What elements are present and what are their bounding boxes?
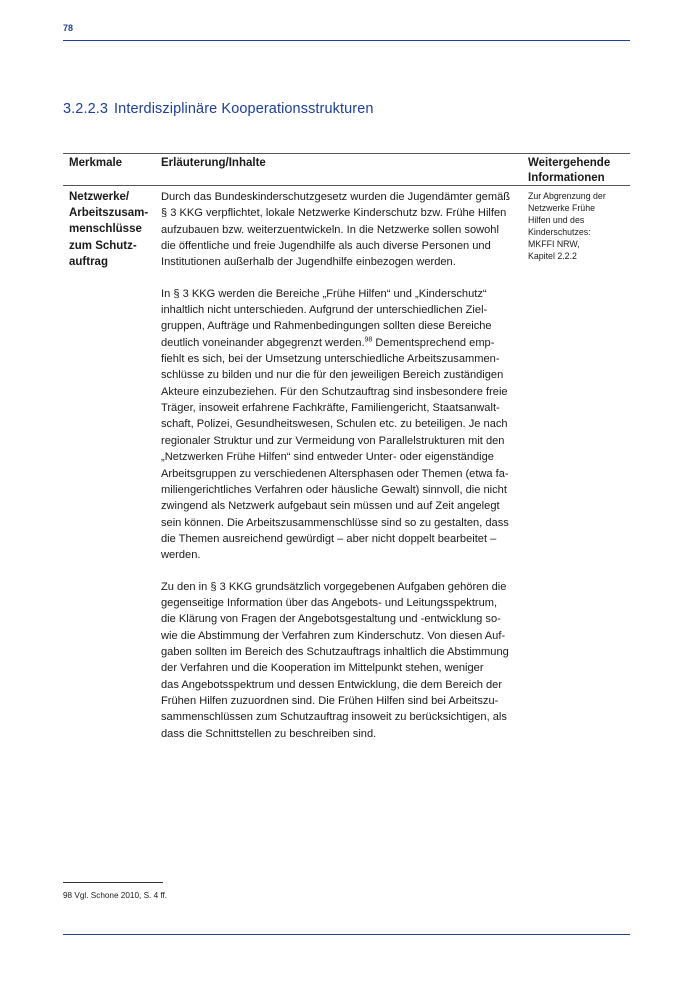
- text-line: Durch das Bundeskinderschutzgesetz wurden die Jugendämter gemäß: [161, 191, 511, 203]
- side-note-line: Hilfen und des: [528, 215, 585, 225]
- text-line: schlüsse zu bilden und nur die für den jeweiligen Bereich zuständigen: [161, 369, 504, 382]
- text-line: gruppen, Aufträge und Rahmenbedingungen sollten diese Bereiche: [161, 320, 492, 333]
- text-line: Frühen Hilfen zuzuordnen sind. Die Frühen Hilfen sind bei Arbeitszu-: [161, 694, 499, 707]
- text-line: In § 3 KKG werden die Bereiche „Frühe Hilfen“ und „Kinderschutz“: [161, 287, 487, 300]
- footnote-reference: 98: [364, 336, 373, 344]
- text-line: schaft, Polizei, Gesundheitswesen, Schulen etc. zu beteiligen. Je nach: [161, 418, 508, 431]
- column-header-erlaeuterung: Erläuterung/Inhalte: [161, 157, 266, 169]
- text-line: Zu den in § 3 KKG grundsätzlich vorgegebenen Aufgaben gehören die: [161, 580, 507, 593]
- merkmal-line: zum Schutz-: [69, 239, 137, 252]
- merkmal-line: auftrag: [69, 255, 108, 268]
- text-segment: Dementsprechend emp-: [372, 336, 495, 349]
- text-line: sammenschlüssen zum Schutzauftrag insoweit zu berücksichtigen, als: [161, 711, 507, 724]
- side-note-line: MKFFI NRW,: [528, 239, 580, 249]
- footnote: 98 Vgl. Schone 2010, S. 4 ff.: [63, 891, 168, 900]
- section-number: 3.2.2.3: [63, 101, 109, 117]
- text-line: „Netzwerken Frühe Hilfen“ sind entweder Unter- oder eigenständige: [161, 451, 494, 464]
- text-line: die öffentliche und freie Jugendhilfe als auch diverse Personen und: [161, 240, 491, 253]
- text-line: werden.: [161, 549, 201, 562]
- text-line: Akteure einzubeziehen. Für den Schutzauftrag sind insbesondere freie: [161, 385, 508, 398]
- text-segment: deutlich voneinander abgegrenzt werden.: [161, 336, 365, 349]
- page-number: 78: [63, 23, 74, 33]
- text-line: § 3 KKG verpflichtet, lokale Netzwerke Kinderschutz bzw. Frühe Hilfen: [161, 207, 507, 220]
- section-title: Interdisziplinäre Kooperationsstrukturen: [114, 101, 374, 117]
- explanation-column: [161, 189, 518, 757]
- text-line: Institutionen außerhalb der Jugendhilfe einbezogen werden.: [161, 256, 456, 269]
- text-line: inhaltlich nicht unterschieden. Aufgrund der unterschiedlichen Ziel-: [161, 304, 488, 317]
- section-heading: [63, 101, 374, 117]
- paragraph-aufgaben: [161, 579, 518, 742]
- text-line: zwingend als Netzwerk aufgebaut sein müssen und auf Zeit angelegt: [161, 500, 500, 513]
- text-line: Arbeitsgruppen zu verschiedenen Altersphasen oder Themen (etwa fa-: [161, 467, 509, 480]
- footnote-rule: [63, 882, 163, 883]
- text-line: miliengerichtliches Verfahren oder häusliche Gewalt) sinnvoll, die nicht: [161, 483, 507, 496]
- table-header-rule: [63, 185, 630, 186]
- text-line: sein können. Die Arbeitszusammenschlüsse sind so zu gestalten, dass: [161, 516, 509, 529]
- text-line: der Verfahren und die Kooperation im Mittelpunkt stehen, weniger: [161, 662, 484, 675]
- merkmal-line: Arbeitszusam-: [69, 207, 149, 220]
- text-line: das Angebotsspektrum und dessen Entwicklung, die dem Bereich der: [161, 678, 503, 691]
- merkmal-term: [69, 189, 155, 270]
- merkmal-line: menschlüsse: [69, 223, 142, 236]
- text-line: gaben sollten im Bereich des Schutzauftrags inhaltlich die Abstimmung: [161, 645, 509, 658]
- side-note-line: Zur Abgrenzung der: [528, 191, 606, 201]
- column-header-weitere-informationen: Weitergehende Informationen: [528, 157, 611, 184]
- side-note-line: Kinderschutzes:: [528, 227, 591, 237]
- text-line: die Klärung von Fragen der Angebotsgestaltung und -entwicklung so-: [161, 613, 501, 626]
- table-top-rule: [63, 153, 630, 154]
- text-line: aufzubauen bzw. weiterzuentwickeln. In die Netzwerke sollen sowohl: [161, 223, 499, 236]
- header-rule: [63, 40, 630, 41]
- paragraph-netzwerke: [161, 189, 518, 271]
- text-line: die Themen ausreichend gewürdigt – aber nicht doppelt bearbeitet –: [161, 532, 497, 545]
- text-line: dass die Schnittstellen zu beschreiben sind.: [161, 727, 377, 740]
- side-note-reference: [528, 190, 628, 262]
- side-note-line: Netzwerke Frühe: [528, 203, 595, 213]
- text-line: gegenseitige Information über das Angebots- und Leitungsspektrum,: [161, 596, 498, 609]
- text-line: [161, 335, 518, 351]
- side-note-line: Kapitel 2.2.2: [528, 251, 577, 261]
- paragraph-abgrenzung: [161, 286, 518, 564]
- text-line: fiehlt es sich, bei der Umsetzung unterschiedliche Arbeitszusammen-: [161, 353, 500, 366]
- footer-rule: [63, 934, 630, 935]
- text-line: Träger, insoweit erfahrene Fachkräfte, Familiengericht, Staatsanwalt-: [161, 402, 500, 415]
- merkmal-line: Netzwerke/: [69, 191, 130, 203]
- column-header-merkmale: Merkmale: [69, 157, 123, 169]
- text-line: wie die Abstimmung der Verfahren zum Kinderschutz. Von diesen Auf-: [161, 629, 506, 642]
- text-line: regionaler Struktur und zur Vermeidung von Parallelstrukturen mit den: [161, 434, 505, 447]
